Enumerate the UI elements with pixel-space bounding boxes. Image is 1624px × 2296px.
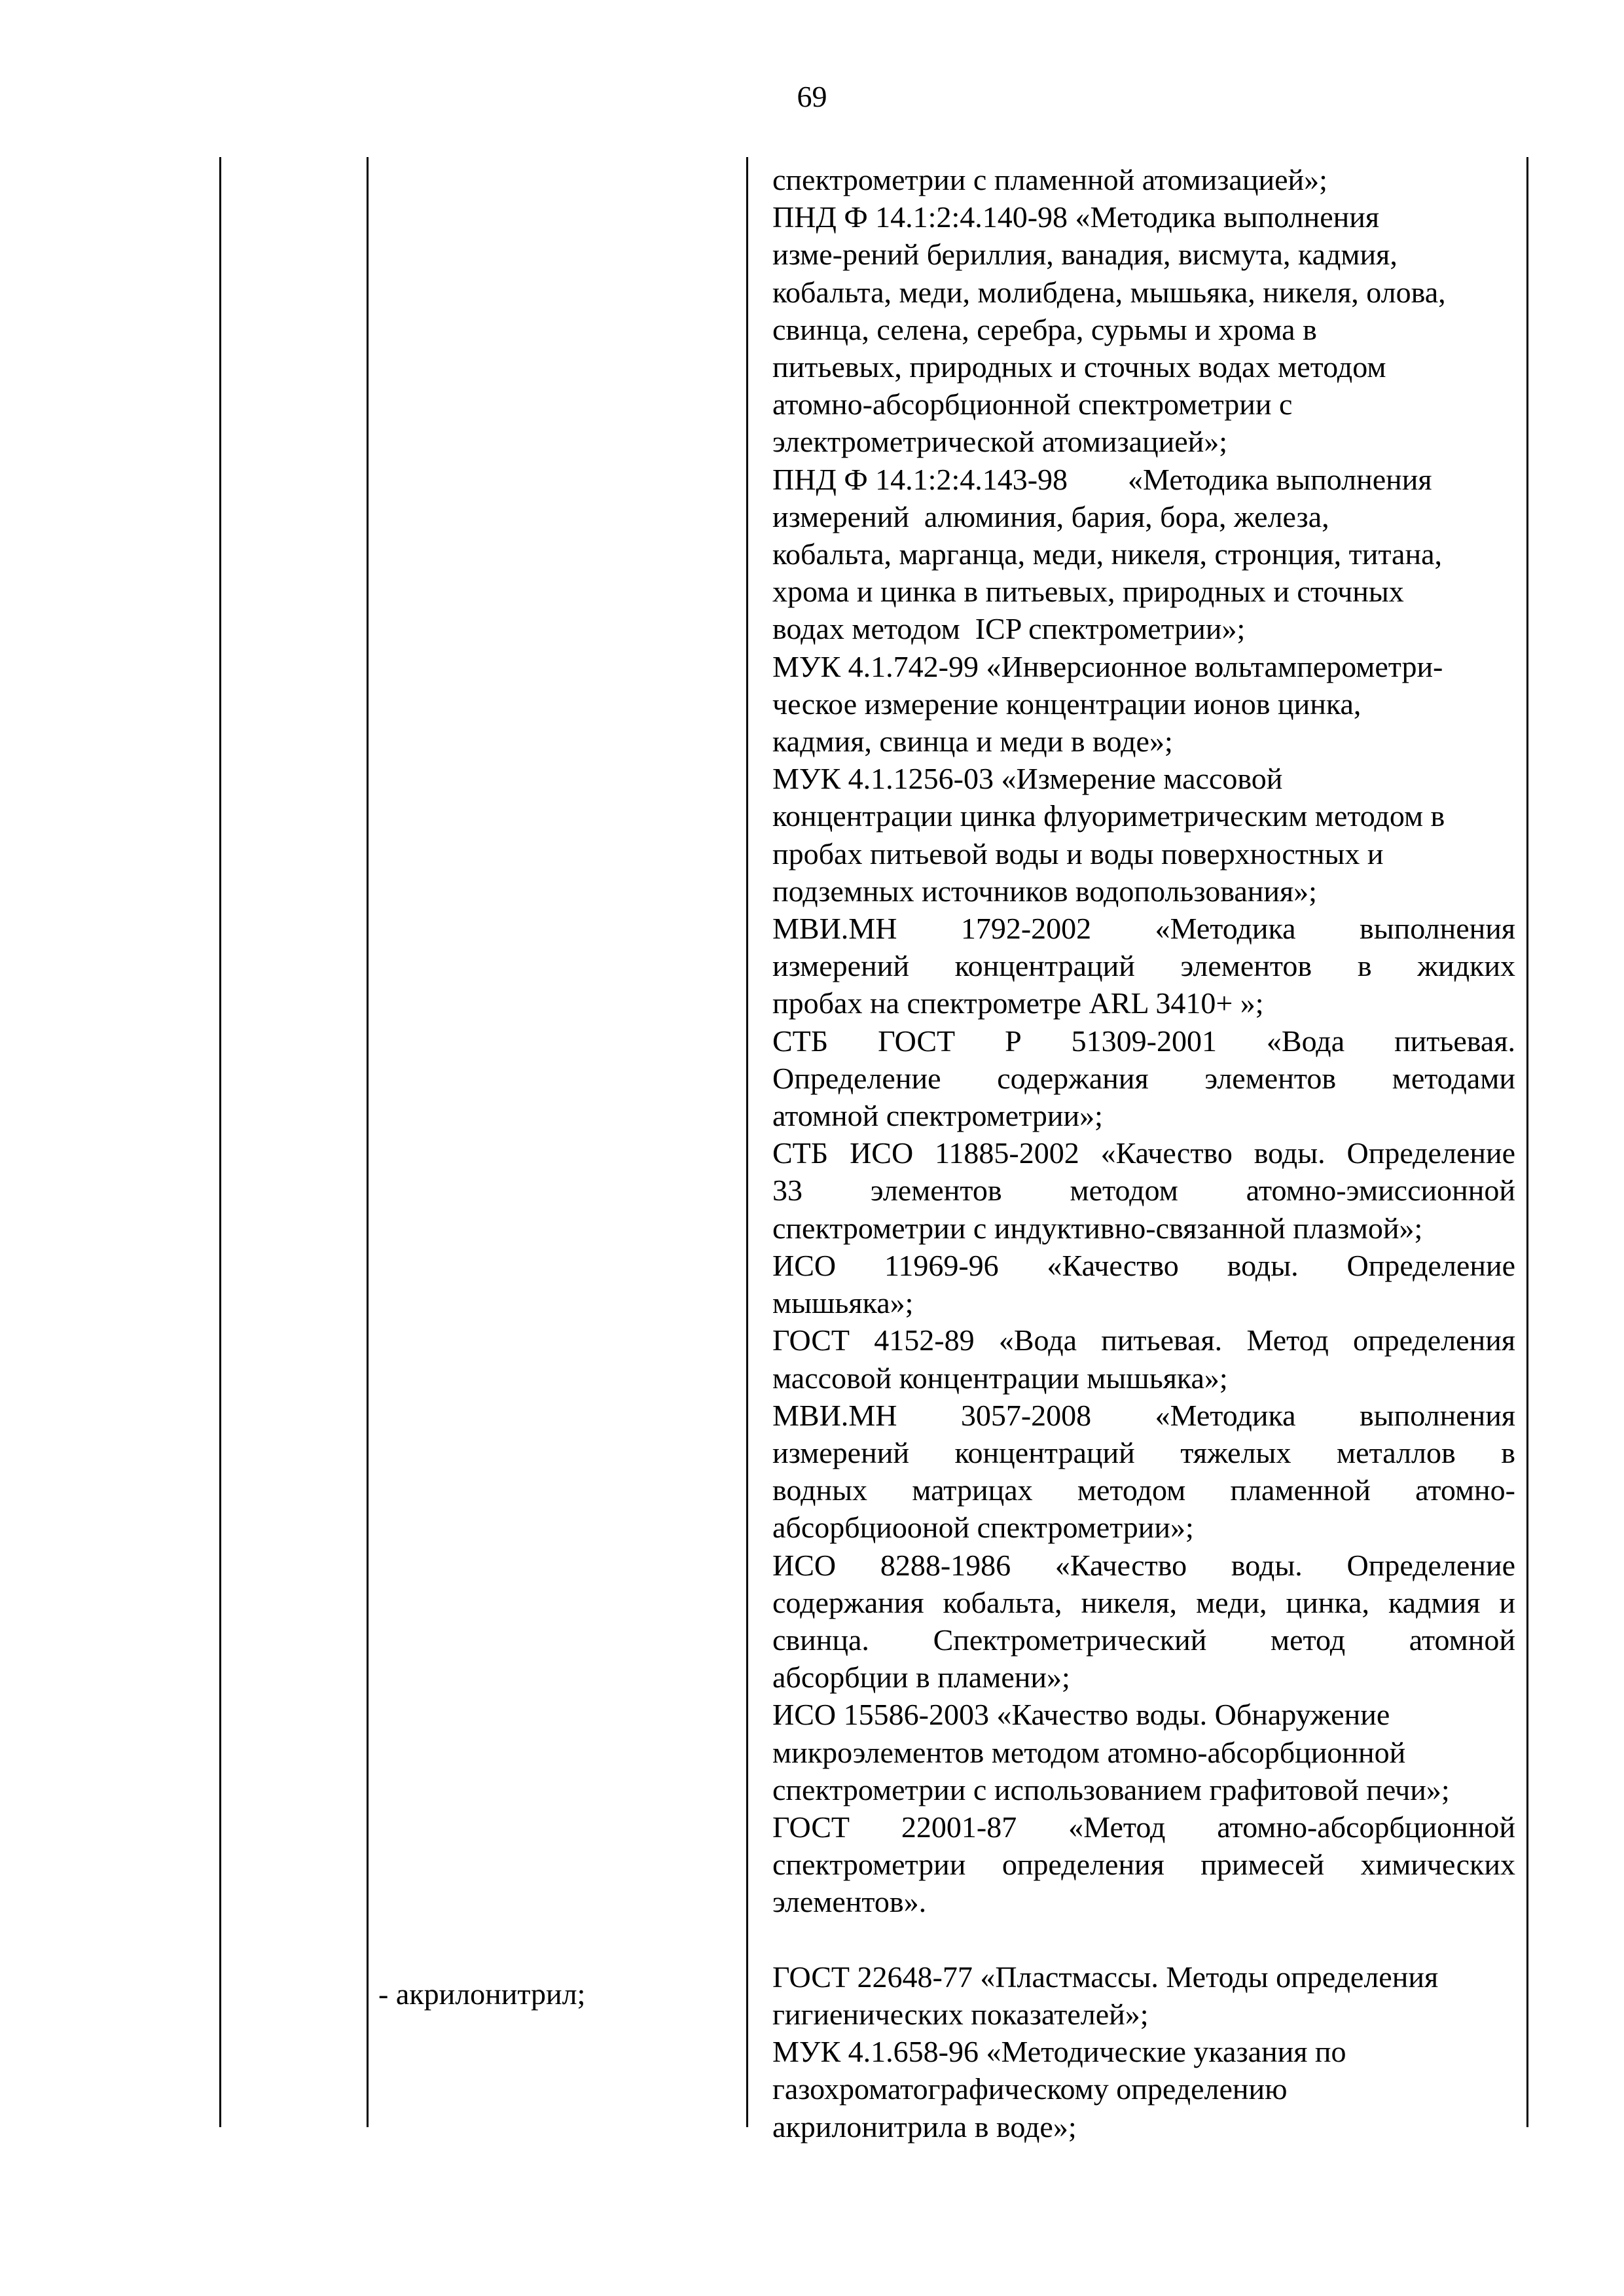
method-text-line: микроэлементов методом атомно-абсорбционной bbox=[772, 1735, 1406, 1769]
method-text-line: подземных источников водопользования»; bbox=[772, 874, 1317, 908]
method-text-line: спектрометрии с пламенной атомизацией»; bbox=[772, 163, 1327, 196]
row-gap bbox=[772, 1921, 1515, 1958]
method-text-line: содержания кобальта, никеля, меди, цинка, кадмия и bbox=[772, 1585, 1515, 1619]
method-text-line: пробах на спектрометре ARL 3410+ »; bbox=[772, 986, 1264, 1020]
method-text-line: измерений концентраций тяжелых металлов в bbox=[772, 1435, 1515, 1469]
table-border-right bbox=[1526, 157, 1528, 2127]
method-text-line: 33 элементов методом атомно-эмиссионной bbox=[772, 1174, 1515, 1208]
method-text-line: кадмия, свинца и меди в воде»; bbox=[772, 725, 1173, 759]
method-text-line: водных матрицах методом пламенной атомно- bbox=[772, 1473, 1515, 1507]
method-text-line: кобальта, марганца, меди, никеля, стронция, титана, bbox=[772, 537, 1442, 571]
method-text-line: кобальта, меди, молибдена, мышьяка, никеля, олова, bbox=[772, 275, 1446, 309]
table-column-divider-2 bbox=[746, 157, 748, 2127]
methods-cell-acrylonitrile bbox=[772, 1958, 1515, 2145]
method-text-line: МВИ.МН 3057-2008 «Методика выполнения bbox=[772, 1398, 1515, 1432]
method-text-line: МУК 4.1.1256-03 «Измерение массовой bbox=[772, 762, 1283, 796]
method-text-line: абсорбции в пламени»; bbox=[772, 1660, 1070, 1695]
method-text-line: атомной спектрометрии»; bbox=[772, 1099, 1103, 1133]
page-number: 69 bbox=[797, 80, 827, 113]
method-text-line: массовой концентрации мышьяка»; bbox=[772, 1361, 1228, 1395]
method-text-line: Определение содержания элементов методами bbox=[772, 1061, 1515, 1095]
method-text-line: гигиенических показателей»; bbox=[772, 1997, 1149, 2031]
table-column-divider-1 bbox=[367, 157, 369, 2127]
table-border-left bbox=[219, 157, 221, 2127]
method-text-line: водах методом ICP спектрометрии»; bbox=[772, 612, 1246, 646]
method-text-line: свинца, селена, серебра, сурьмы и хрома в bbox=[772, 312, 1317, 346]
method-text-line: ГОСТ 4152-89 «Вода питьевая. Метод определения bbox=[772, 1323, 1515, 1357]
method-text-line: спектрометрии с индуктивно-связанной плазмой»; bbox=[772, 1211, 1423, 1245]
method-text-line: ИСО 8288-1986 «Качество воды. Определение bbox=[772, 1548, 1515, 1582]
method-text-line: МВИ.МН 1792-2002 «Методика выполнения bbox=[772, 912, 1515, 946]
method-text-line: изме-рений бериллия, ванадия, висмута, кадмия, bbox=[772, 238, 1398, 272]
method-text-line: спектрометрии с использованием графитовой печи»; bbox=[772, 1772, 1450, 1806]
method-text-line: питьевых, природных и сточных водах методом bbox=[772, 350, 1386, 384]
method-text-line: свинца. Спектрометрический метод атомной bbox=[772, 1623, 1515, 1657]
method-text-line: ИСО 15586-2003 «Качество воды. Обнаружение bbox=[772, 1698, 1390, 1732]
methods-cell-metals bbox=[772, 161, 1515, 1921]
methods-column bbox=[772, 161, 1515, 2145]
method-text-line: ПНД Ф 14.1:2:4.140-98 «Методика выполнения bbox=[772, 200, 1380, 234]
method-text-line: измерений концентраций элементов в жидких bbox=[772, 949, 1515, 983]
method-text-line: газохроматографическому определению bbox=[772, 2072, 1288, 2106]
method-text-line: МУК 4.1.742-99 «Инверсионное вольтамперометри- bbox=[772, 649, 1443, 683]
method-text-line: атомно-абсорбционной спектрометрии с bbox=[772, 387, 1293, 422]
substance-cell-acrylonitrile: - акрилонитрил; bbox=[378, 1977, 586, 2011]
method-text-line: ГОСТ 22001-87 «Метод атомно-абсорбционной bbox=[772, 1810, 1515, 1844]
method-text-line: МУК 4.1.658-96 «Методические указания по bbox=[772, 2035, 1346, 2069]
method-text-line: СТБ ИСО 11885-2002 «Качество воды. Определение bbox=[772, 1136, 1515, 1170]
method-text-line: мышьяка»; bbox=[772, 1286, 914, 1320]
method-text-line: пробах питьевой воды и воды поверхностных и bbox=[772, 836, 1384, 870]
method-text-line: СТБ ГОСТ Р 51309-2001 «Вода питьевая. bbox=[772, 1024, 1515, 1058]
method-text-line: элементов». bbox=[772, 1885, 927, 1919]
method-text-line: акрилонитрила в воде»; bbox=[772, 2109, 1077, 2144]
method-text-line: ИСО 11969-96 «Качество воды. Определение bbox=[772, 1248, 1515, 1282]
method-text-line: концентрации цинка флуориметрическим методом в bbox=[772, 799, 1445, 833]
method-text-line: хрома и цинка в питьевых, природных и сточных bbox=[772, 575, 1404, 609]
method-text-line: спектрометрии определения примесей химических bbox=[772, 1848, 1515, 1882]
method-text-line: ГОСТ 22648-77 «Пластмассы. Методы определения bbox=[772, 1960, 1439, 1994]
method-text-line: электрометрической атомизацией»; bbox=[772, 425, 1228, 459]
method-text-line: измерений алюминия, бария, бора, железа, bbox=[772, 499, 1329, 533]
method-text-line: ческое измерение концентрации ионов цинка, bbox=[772, 687, 1362, 721]
method-text-line: ПНД Ф 14.1:2:4.143-98 «Методика выполнения bbox=[772, 462, 1432, 496]
method-text-line: абсорбциооной спектрометрии»; bbox=[772, 1511, 1194, 1545]
